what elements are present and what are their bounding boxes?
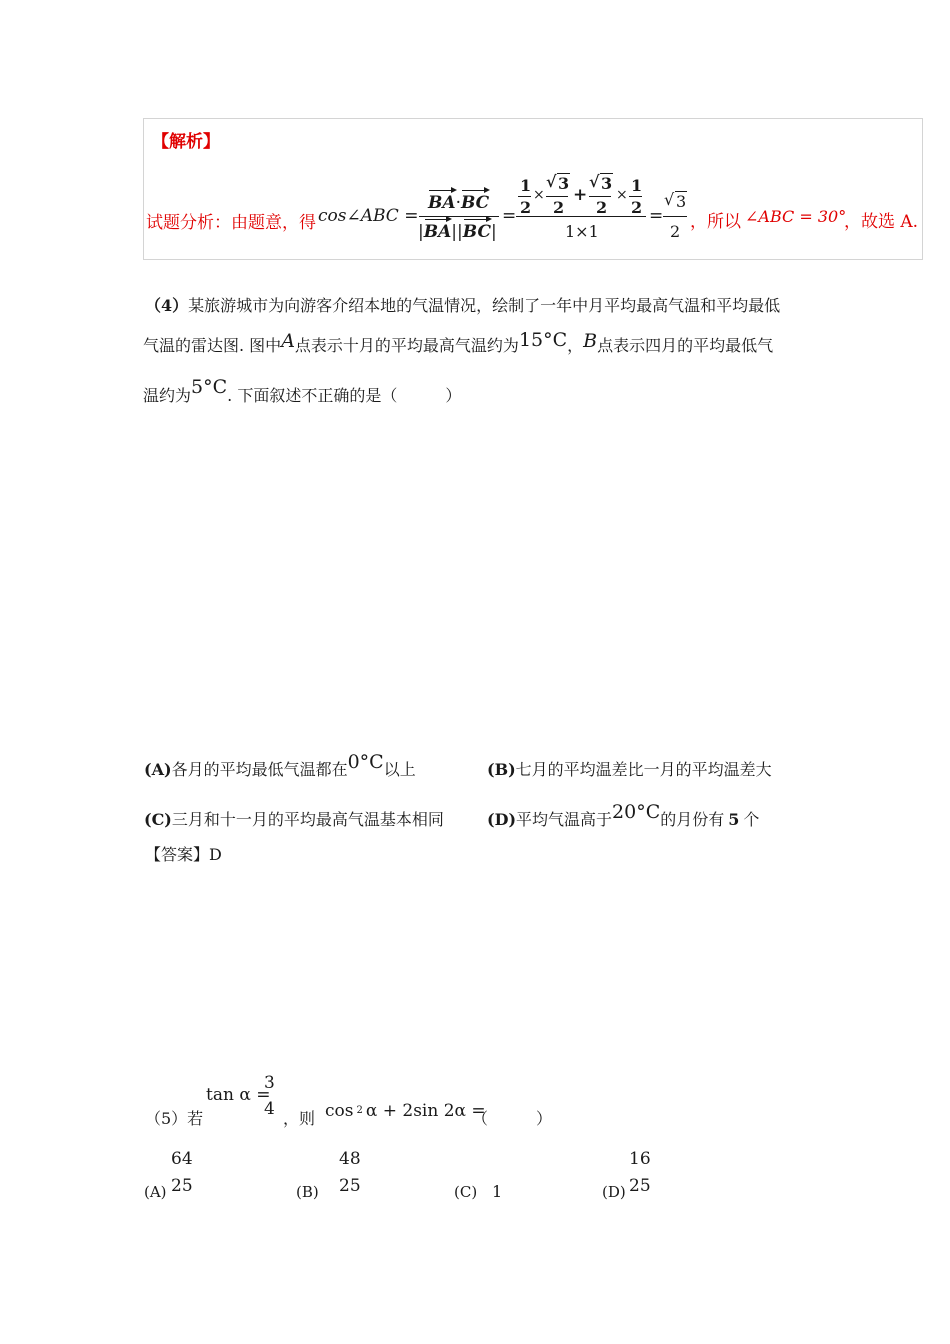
times-sign: × [533,187,545,203]
abs-bar: | [418,222,424,242]
vector-ba: BA [423,222,452,242]
option-num: 64 [171,1149,193,1169]
q4-stem-2b: 点表示十月的平均最高气温约为 [294,336,519,355]
vector-bc: BC [462,222,491,242]
fraction-line-sqrt-1 [546,196,568,197]
option-count: 5 [728,810,740,829]
option-label: (C) [454,1183,478,1201]
half-den-1: 2 [520,198,532,217]
equals-sign: = [649,206,664,226]
result-den: 2 [670,222,681,241]
option-label: (A) [144,1183,167,1201]
sqrt3-den-2: 2 [596,198,608,217]
q5-tan-num: 3 [264,1073,275,1093]
half-num-1: 1 [520,176,532,195]
root-sign: √ [546,172,557,191]
option-text: 的月份有 [660,810,725,829]
magnitude-denominator [418,222,497,242]
q4-line-3 [143,376,462,406]
cos-text: cos [325,1101,354,1121]
analysis-conclusion: ，故选 A. [844,212,919,232]
sqrt3-num-2 [589,174,613,193]
sqrt-radicand: 3 [601,174,613,193]
point-b: B [583,330,598,352]
q4-number: （4） [145,296,189,315]
option-num: 48 [339,1149,361,1169]
sqrt-radicand: 3 [558,174,570,193]
abs-bar: | [451,222,458,242]
option-temp: 20°C [612,801,661,823]
analysis-suffix-text: ，所以 [690,212,741,232]
option-label: (D) [487,810,517,829]
result-num [664,192,687,211]
q5-paren: （ ） [472,1109,553,1128]
answer-label: 【答案】 [145,845,210,864]
analysis-prefix: 试题分析：由题意，得 [146,213,316,233]
abs-bar: | [457,222,463,242]
option-text: 各月的平均最低气温都在 [171,760,348,779]
option-label: (A) [144,760,172,779]
half-num-2: 1 [631,176,643,195]
fraction-line-result [663,216,687,217]
half-den-2: 2 [631,198,643,217]
q4-stem-1: 某旅游城市为向游客介绍本地的气温情况，绘制了一年中月平均最高气温和平均最低 [188,296,781,315]
abs-bar: | [490,222,497,242]
option-label: (B) [296,1183,319,1201]
option-label: (D) [602,1183,626,1201]
option-den: 25 [629,1176,651,1196]
q5-tan-den: 4 [264,1099,275,1119]
q4-answer [145,842,222,865]
q4-stem-3b: . 下面叙述不正确的是（ ） [227,386,462,405]
option-label: (B) [487,760,516,779]
q4-line-2 [143,329,774,356]
cos-angle-lhs: cos∠ABC = [318,206,419,226]
fraction-line-compound [516,216,646,217]
temp-b: 5°C [191,376,228,398]
option-text: 七月的平均温差比一月的平均温差大 [515,760,772,779]
rest-expr: α + 2sin 2α = [365,1101,486,1121]
comma: ， [567,336,584,355]
sqrt3-den-1: 2 [553,198,565,217]
temp-a: 15°C [518,329,568,351]
q5-then: ，则 [283,1109,316,1128]
option-den: 25 [171,1176,193,1196]
fraction-line-half-1 [518,196,531,197]
q4-line-1 [145,293,780,316]
fraction-line-sqrt-2 [589,196,611,197]
equals-sign: = [502,206,517,226]
option-num: 16 [629,1149,651,1169]
option-text: 平均气温高于 [516,810,613,829]
cos-exponent: 2 [356,1105,363,1116]
option-den: 25 [339,1176,361,1196]
angle-result: ∠ABC = 30° [745,207,847,226]
times-sign: × [616,187,628,203]
q5-number: （5）若 [145,1109,204,1128]
vector-bc: BC [460,193,490,213]
q4-option-d[interactable] [487,801,760,830]
q5-tan-expr: tan α = [206,1085,271,1105]
option-text: 个 [743,810,760,829]
option-text: 三月和十一月的平均最高气温基本相同 [171,810,444,829]
q5-target-expr [325,1101,486,1121]
fraction-line-half-2 [629,196,642,197]
option-temp: 0°C [347,751,384,773]
point-a: A [281,330,295,352]
sqrt-radicand: 3 [676,192,687,211]
dot-product-numerator [428,193,489,213]
option-text: 以上 [383,760,416,779]
root-sign: √ [589,172,600,191]
q4-option-c[interactable] [144,807,444,830]
q4-stem-2a: 气温的雷达图. 图中 [143,336,282,355]
q4-stem-2c: 点表示四月的平均最低气 [597,336,774,355]
plus-sign: + [573,185,588,205]
root-sign: √ [664,190,675,209]
q4-option-b[interactable] [487,757,772,780]
compound-denominator: 1×1 [565,222,599,241]
dot-symbol: · [455,193,461,213]
option-label: (C) [144,810,172,829]
answer-value: D [209,845,222,864]
q4-option-a[interactable] [144,751,416,780]
q4-stem-3a: 温约为 [143,386,192,405]
sqrt3-num-1 [546,174,570,193]
option-den: 1 [492,1182,503,1201]
vector-ba: BA [428,193,456,213]
analysis-label: 【解析】 [152,132,220,152]
